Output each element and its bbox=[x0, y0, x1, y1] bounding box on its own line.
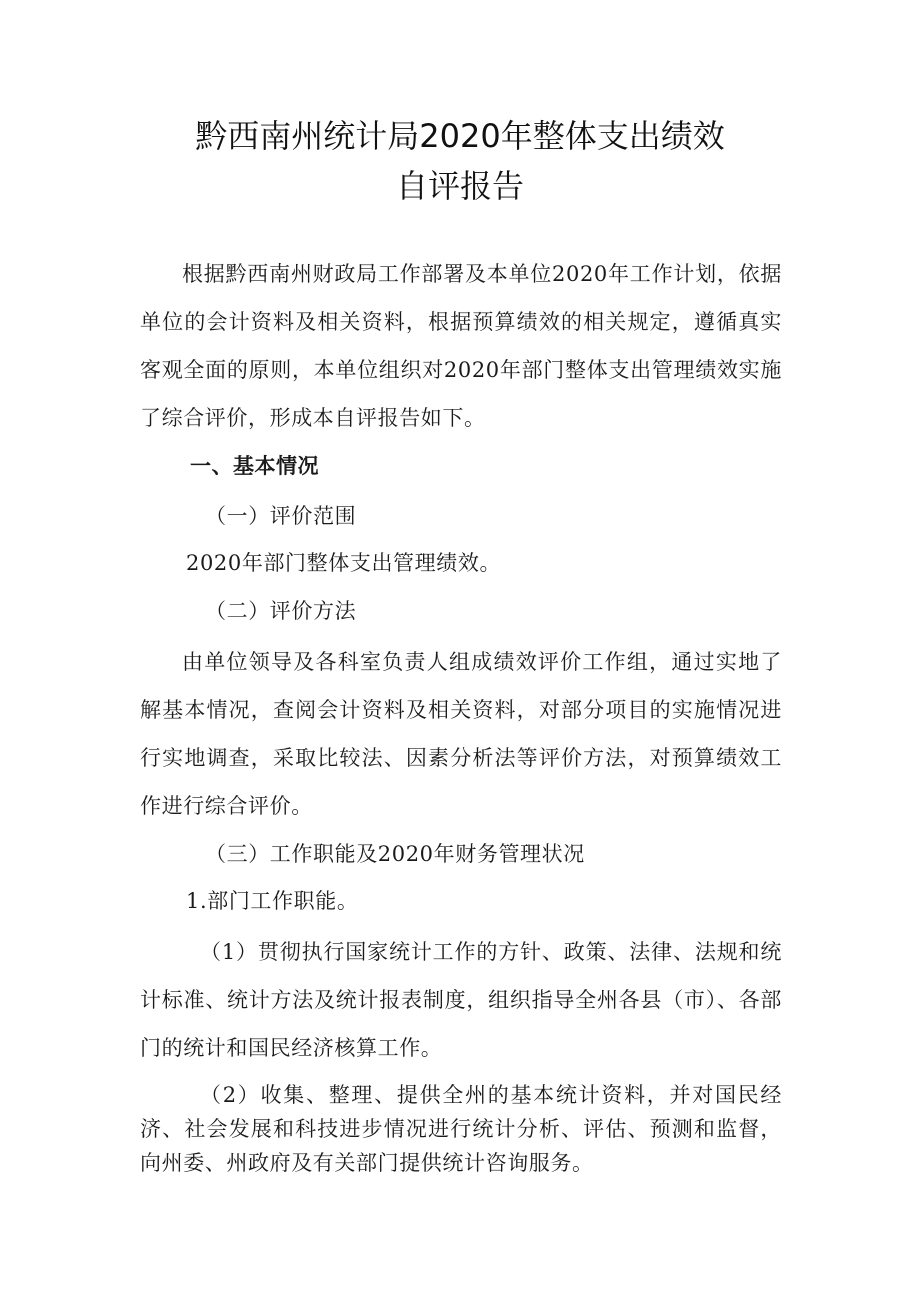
subsection-1-heading: （一）评价范围 bbox=[205, 504, 357, 528]
subsection-2-text: 由单位领导及各科室负责人组成绩效评价工作组，通过实地了解基本情况，查阅会计资料及相关资料，对部分项目的实施情况进行实地调查，采取比较法、因素分析法等评价方法，对预算绩效工作进行综合评价。 bbox=[140, 650, 782, 818]
subsection-2-heading: （二）评价方法 bbox=[205, 599, 357, 623]
section-1-heading: 一、基本情况 bbox=[190, 454, 319, 478]
item-1-paragraph-1: （1）贯彻执行国家统计工作的方针、政策、法律、法规和统计标准、统计方法及统计报表制度，组织指导全州各县（市）、各部门的统计和国民经济核算工作。 bbox=[140, 940, 782, 1060]
item-1-paragraph-2: （2）收集、整理、提供全州的基本统计资料，并对国民经济、社会发展和科技进步情况进行统计分析、评估、预测和监督，向州委、州政府及有关部门提供统计咨询服务。 bbox=[140, 1083, 782, 1175]
document-title-line-1: 黔西南州统计局2020年整体支出绩效 bbox=[195, 117, 725, 155]
subsection-3-heading: （三）工作职能及2020年财务管理状况 bbox=[205, 842, 585, 866]
intro-paragraph: 根据黔西南州财政局工作部署及本单位2020年工作计划，依据单位的会计资料及相关资料，根据预算绩效的相关规定，遵循真实客观全面的原则，本单位组织对2020年部门整体支出管理绩效实施了综合评价，形成本自评报告如下。 bbox=[140, 262, 782, 430]
document-title-line-2: 自评报告 bbox=[395, 167, 524, 205]
subsection-1-text: 2020年部门整体支出管理绩效。 bbox=[186, 551, 502, 575]
item-1-heading: 1.部门工作职能。 bbox=[186, 889, 359, 913]
